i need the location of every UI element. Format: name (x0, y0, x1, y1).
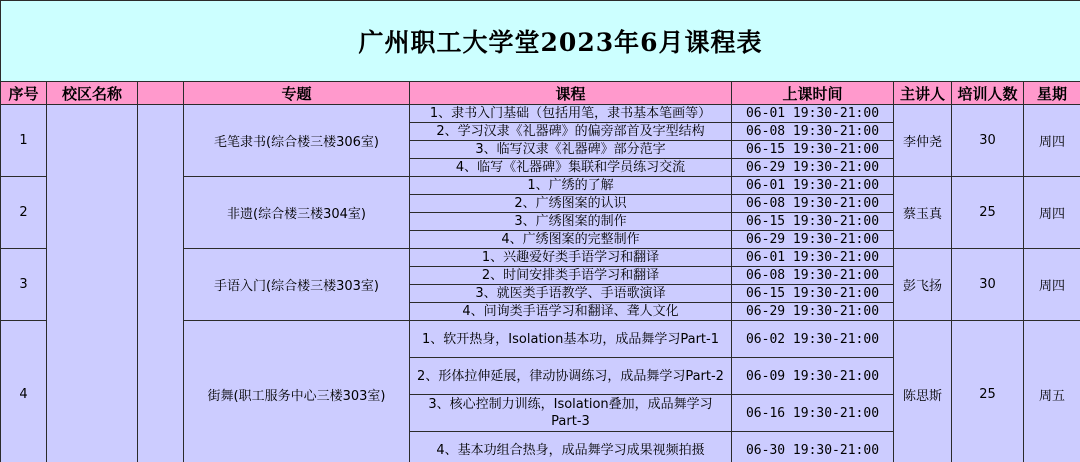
day-cell: 周四 (1024, 105, 1080, 177)
header-row (1, 82, 1080, 105)
spacer-cell (138, 105, 184, 462)
day-cell: 周四 (1024, 249, 1080, 321)
time-cell: 06-01 19:30-21:00 (732, 177, 894, 195)
course-cell: 3、核心控制力训练，Isolation叠加，成品舞学习Part-3 (410, 395, 732, 432)
speaker-cell: 蔡玉真 (894, 177, 952, 249)
time-cell: 06-29 19:30-21:00 (732, 159, 894, 177)
speaker-cell: 陈思斯 (894, 321, 952, 462)
course-cell: 2、学习汉隶《礼器碑》的偏旁部首及字型结构 (410, 123, 732, 141)
day-cell: 周四 (1024, 177, 1080, 249)
course-cell: 3、广绣图案的制作 (410, 213, 732, 231)
course-cell: 4、广绣图案的完整制作 (410, 231, 732, 249)
speaker-cell: 彭飞扬 (894, 249, 952, 321)
header-seq: 序号 (1, 82, 47, 105)
campus-cell (47, 105, 138, 462)
header-campus: 校区名称 (47, 82, 138, 105)
course-cell: 2、广绣图案的认识 (410, 195, 732, 213)
time-cell: 06-15 19:30-21:00 (732, 285, 894, 303)
topic-cell: 街舞(职工服务中心三楼303室) (184, 321, 410, 462)
seq-cell: 1 (1, 105, 47, 177)
course-row (1, 105, 1080, 123)
header-count: 培训人数 (952, 82, 1024, 105)
time-cell: 06-08 19:30-21:00 (732, 123, 894, 141)
speaker-cell: 李仲尧 (894, 105, 952, 177)
time-cell: 06-09 19:30-21:00 (732, 358, 894, 395)
header-spacer (138, 82, 184, 105)
header-topic: 专题 (184, 82, 410, 105)
course-cell: 1、软开热身，Isolation基本功，成品舞学习Part-1 (410, 321, 732, 358)
day-cell: 周五 (1024, 321, 1080, 462)
course-cell: 1、隶书入门基础（包括用笔，隶书基本笔画等） (410, 105, 732, 123)
course-cell: 4、问询类手语学习和翻译、聋人文化 (410, 303, 732, 321)
course-cell: 3、临写汉隶《礼器碑》部分范字 (410, 141, 732, 159)
course-cell: 1、广绣的了解 (410, 177, 732, 195)
count-cell: 30 (952, 105, 1024, 177)
page-title: 广州职工大学堂2023年6月课程表 (1, 1, 1080, 82)
course-cell: 4、基本功组合热身，成品舞学习成果视频拍摄 (410, 432, 732, 462)
time-cell: 06-15 19:30-21:00 (732, 141, 894, 159)
header-course: 课程 (410, 82, 732, 105)
count-cell: 30 (952, 249, 1024, 321)
time-cell: 06-16 19:30-21:00 (732, 395, 894, 432)
seq-cell: 3 (1, 249, 47, 321)
header-time: 上课时间 (732, 82, 894, 105)
time-cell: 06-15 19:30-21:00 (732, 213, 894, 231)
course-cell: 2、时间安排类手语学习和翻译 (410, 267, 732, 285)
topic-cell: 非遗(综合楼三楼304室) (184, 177, 410, 249)
time-cell: 06-02 19:30-21:00 (732, 321, 894, 358)
time-cell: 06-29 19:30-21:00 (732, 231, 894, 249)
time-cell: 06-01 19:30-21:00 (732, 105, 894, 123)
topic-cell: 毛笔隶书(综合楼三楼306室) (184, 105, 410, 177)
topic-cell: 手语入门(综合楼三楼303室) (184, 249, 410, 321)
time-cell: 06-30 19:30-21:00 (732, 432, 894, 462)
count-cell: 25 (952, 321, 1024, 462)
header-day: 星期 (1024, 82, 1080, 105)
header-speaker: 主讲人 (894, 82, 952, 105)
course-cell: 1、兴趣爱好类手语学习和翻译 (410, 249, 732, 267)
time-cell: 06-08 19:30-21:00 (732, 267, 894, 285)
count-cell: 25 (952, 177, 1024, 249)
seq-cell: 4 (1, 321, 47, 462)
course-cell: 4、临写《礼器碑》集联和学员练习交流 (410, 159, 732, 177)
time-cell: 06-29 19:30-21:00 (732, 303, 894, 321)
seq-cell: 2 (1, 177, 47, 249)
course-cell: 3、就医类手语教学、手语歌演译 (410, 285, 732, 303)
course-cell: 2、形体拉伸延展，律动协调练习，成品舞学习Part-2 (410, 358, 732, 395)
time-cell: 06-08 19:30-21:00 (732, 195, 894, 213)
time-cell: 06-01 19:30-21:00 (732, 249, 894, 267)
